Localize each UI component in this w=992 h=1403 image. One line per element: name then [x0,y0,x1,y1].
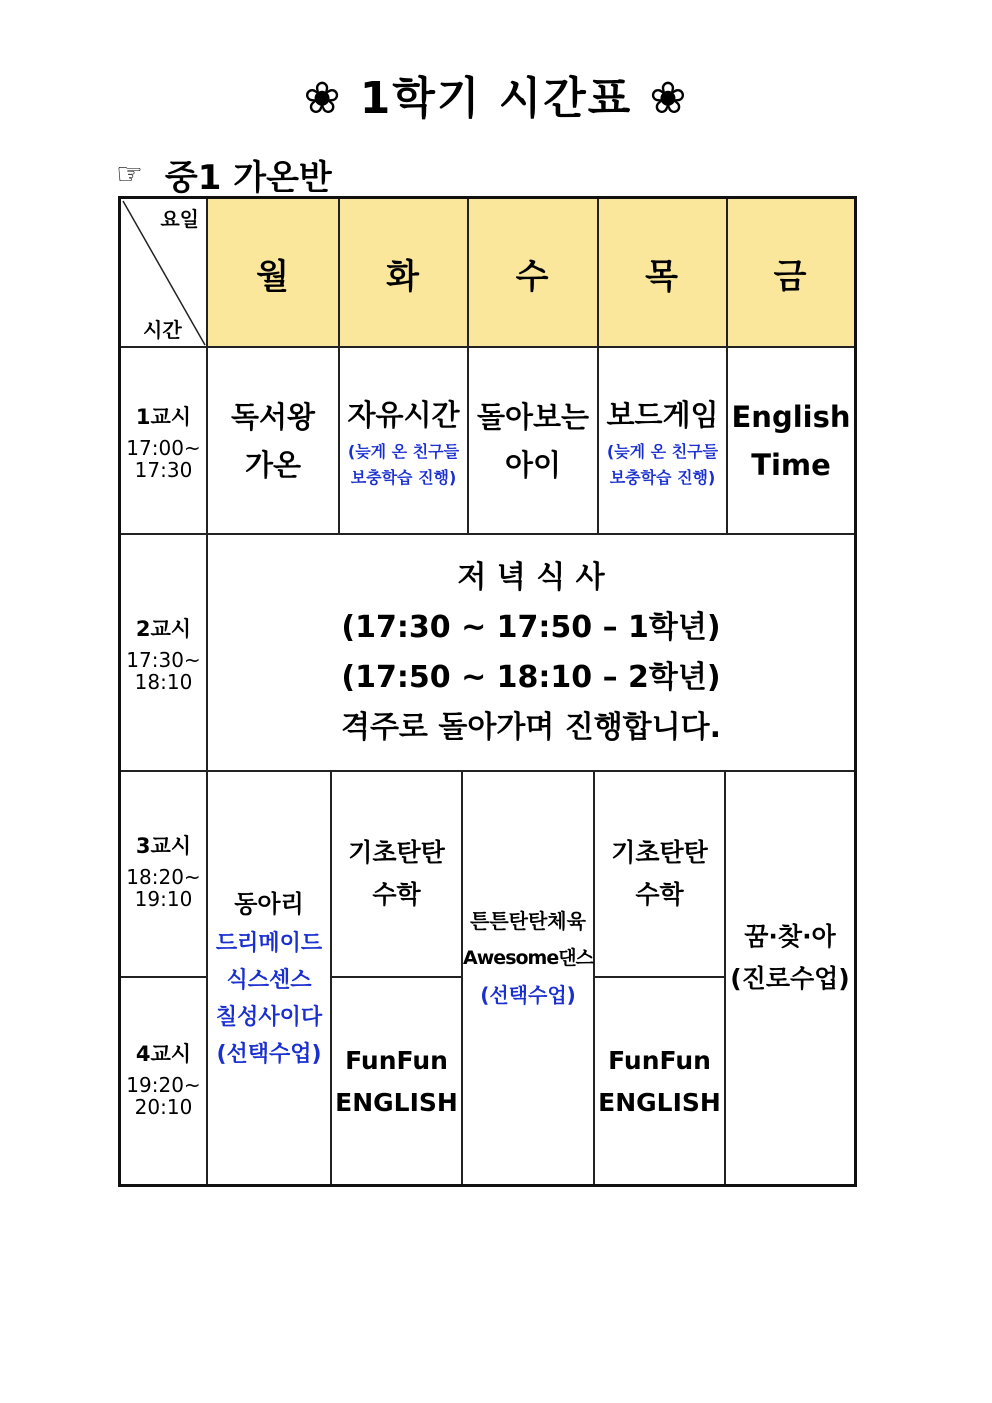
period-time-start: 18:20~ [126,865,201,889]
pointing-hand-icon: ☞ [116,157,143,192]
period-time-end: 18:10 [134,669,193,694]
class-text: 튼튼탄탄체육 [470,908,586,933]
class-note: (진로수업) [730,964,850,993]
p4-thursday [595,978,724,1184]
p34-wednesday [463,772,593,1184]
p2-dinner [208,535,854,770]
class-text: 기초탄탄 [348,838,445,867]
day-label: 수 [515,256,549,297]
class-text: 독서왕 [230,399,316,434]
period-time-end: 17:30 [134,457,193,482]
class-text: 동아리 [234,890,304,918]
class-text: Time [751,447,831,482]
club-name: 칠성사이다 [215,1005,323,1030]
period-time-start: 19:20~ [126,1073,201,1097]
class-note: 보충학습 진행) [609,467,716,487]
dinner-title: 저 녁 식 사 [457,559,605,595]
p1-monday [208,348,338,533]
class-text: 수학 [372,880,421,909]
class-text: English [731,399,851,434]
corner-cell [121,199,207,347]
period-name: 1교시 [135,404,192,429]
period-3-label [121,772,206,976]
class-text: ENGLISH [598,1088,721,1117]
class-name: 중1 가온반 [164,158,332,198]
p34-monday [208,772,330,1184]
period-1-label [121,348,206,533]
day-wednesday [467,199,597,347]
p1-friday [728,348,854,533]
club-name: 드리메이드 [215,931,323,956]
dinner-time-2: (17:50 ~ 18:10 – 2학년) [341,659,721,695]
period-name: 3교시 [135,834,192,858]
class-note: (선택수업) [480,982,576,1007]
class-text: FunFun [608,1046,711,1075]
p1-thursday [599,348,726,533]
class-text: 자유시간 [347,397,460,432]
p3-thursday [595,772,724,976]
class-text: 기초탄탄 [611,838,708,867]
class-text: 보드게임 [606,397,719,432]
class-text: Awesome댄스 [463,946,593,969]
period-time-end: 19:10 [134,887,193,911]
day-thursday [597,199,726,347]
period-2-label [121,535,206,770]
period-4-label [121,978,206,1184]
dinner-note: 격주로 돌아가며 진행합니다. [340,709,722,745]
class-text: 가온 [244,447,302,482]
day-label: 월 [256,256,289,297]
corner-time-label: 시간 [143,318,182,342]
club-note: (선택수업) [216,1042,322,1067]
period-name: 4교시 [135,1042,192,1066]
day-label: 금 [773,256,807,297]
class-heading [116,150,332,199]
day-tuesday [338,199,467,347]
period-time-end: 20:10 [134,1095,193,1119]
club-name: 식스센스 [226,968,312,993]
corner-day-label: 요일 [160,207,199,231]
page-title: ❀ 1학기 시간표 ❀ [303,73,689,124]
p34-friday [726,772,854,1184]
p1-tuesday [340,348,467,533]
p4-tuesday [332,978,461,1184]
class-note: (늦게 온 친구들 [347,441,460,461]
class-note: (늦게 온 친구들 [606,441,719,461]
class-text: 수학 [635,880,684,909]
class-note: 보충학습 진행) [350,467,457,487]
class-text: 아이 [504,447,562,482]
dinner-time-1: (17:30 ~ 17:50 – 1학년) [341,609,721,645]
day-label: 목 [645,256,678,297]
p1-wednesday [469,348,597,533]
class-text: ENGLISH [335,1088,458,1117]
class-text: FunFun [345,1046,448,1075]
day-monday [207,199,338,347]
class-text: 꿈·찾·아 [744,922,836,951]
class-text: 돌아보는 [476,399,590,434]
day-label: 화 [386,256,419,297]
day-friday [726,199,854,347]
period-time-start: 17:30~ [126,647,201,672]
period-time-start: 17:00~ [126,435,201,460]
p3-tuesday [332,772,461,976]
period-name: 2교시 [135,616,192,641]
